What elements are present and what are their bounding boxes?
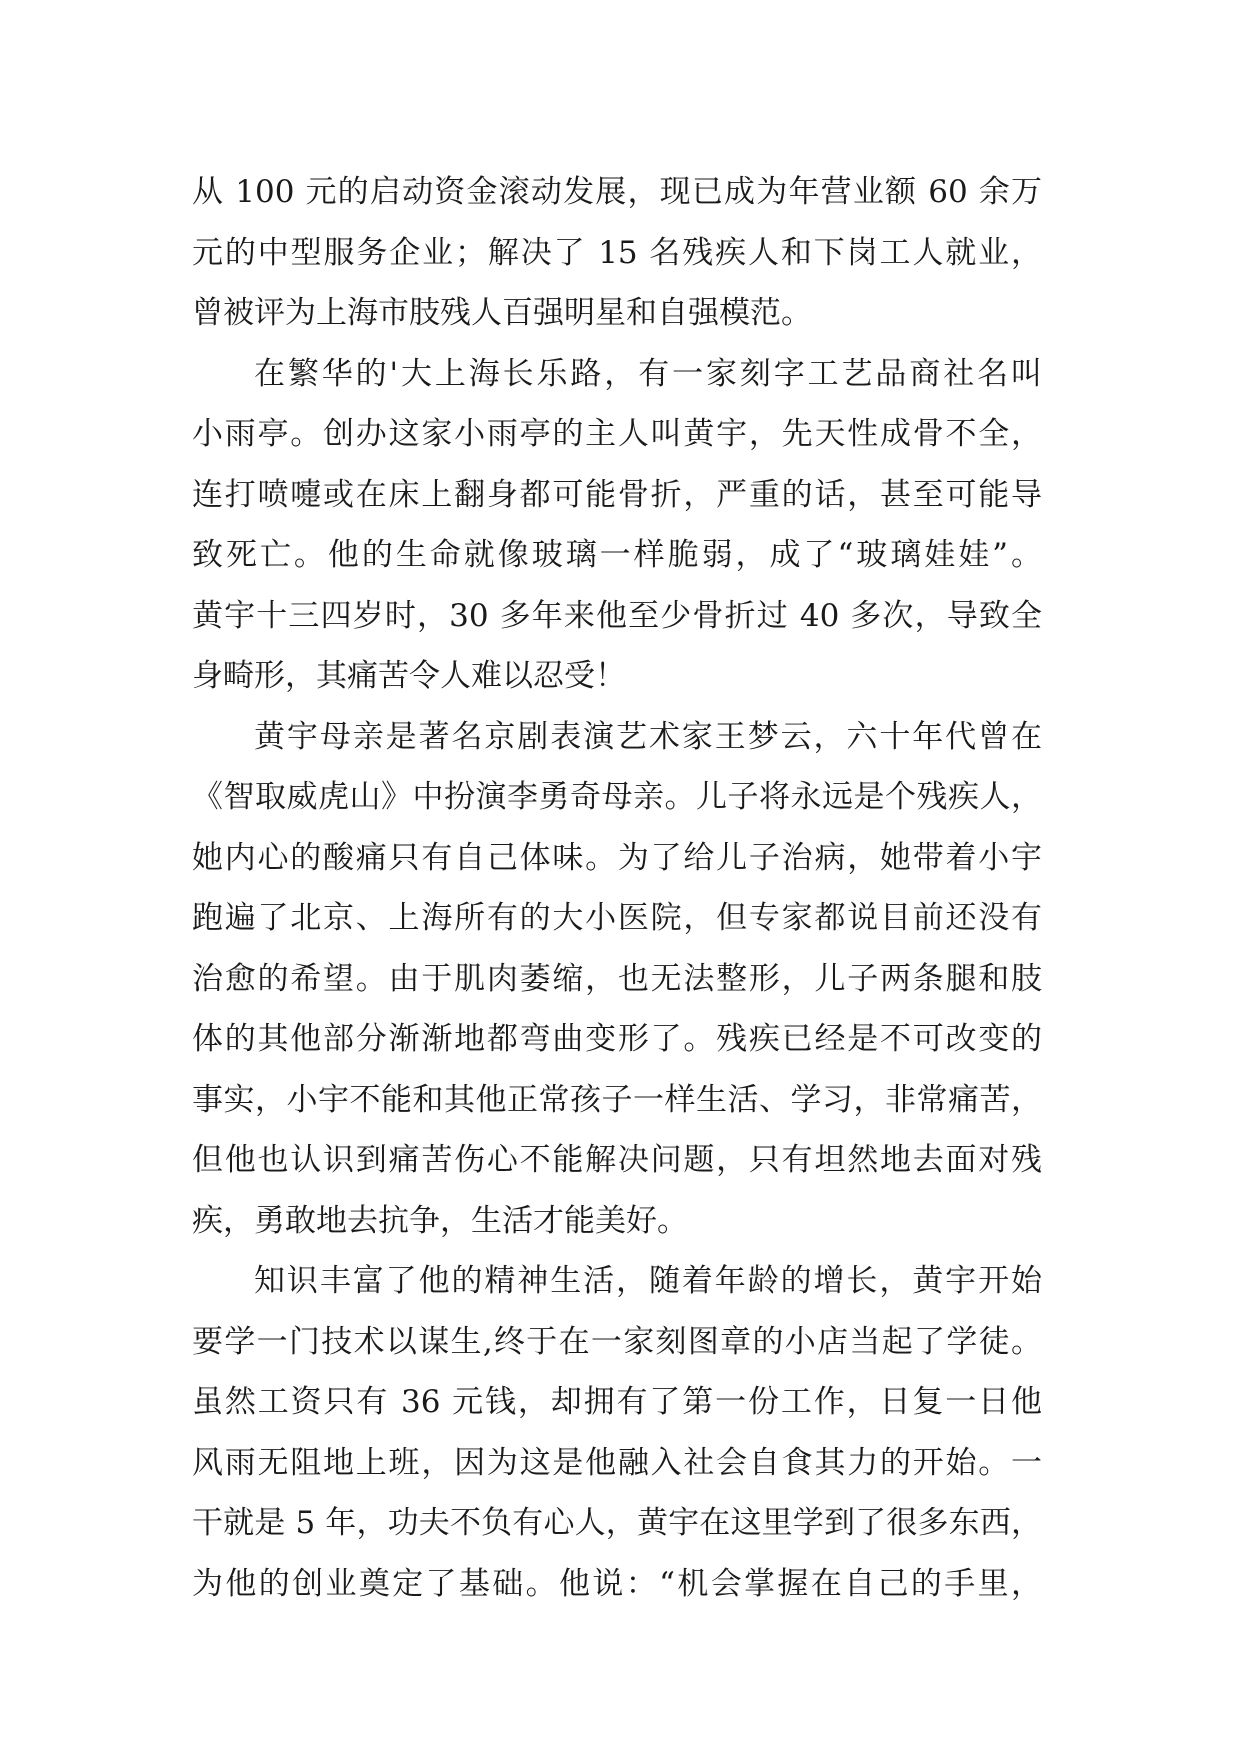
text-line: 她内心的酸痛只有自己体味。为了给儿子治病，她带着小宇 bbox=[192, 839, 1042, 876]
text-line: 治愈的希望。由于肌肉萎缩，也无法整形，儿子两条腿和肢 bbox=[192, 960, 1042, 997]
paragraph bbox=[192, 344, 1042, 707]
text-line: 风雨无阻地上班，因为这是他融入社会自食其力的开始。一 bbox=[192, 1444, 1042, 1481]
paragraph bbox=[192, 1251, 1042, 1614]
text-line: 在繁华的'大上海长乐路，有一家刻字工艺品商社名叫 bbox=[254, 355, 1042, 392]
text-line: 要学一门技术以谋生,终于在一家刻图章的小店当起了学徒。 bbox=[192, 1323, 1042, 1360]
text-line: 虽然工资只有 36 元钱，却拥有了第一份工作，日复一日他 bbox=[192, 1384, 1042, 1420]
text-line: 干就是 5 年，功夫不负有心人，黄宇在这里学到了很多东西， bbox=[192, 1505, 1042, 1541]
text-line: 为他的创业奠定了基础。他说：“机会掌握在自己的手里， bbox=[192, 1565, 1042, 1602]
text-line: 致死亡。他的生命就像玻璃一样脆弱，成了“玻璃娃娃”。 bbox=[192, 537, 1042, 573]
paragraph bbox=[192, 707, 1042, 1252]
text-line: 曾被评为上海市肢残人百强明星和自强模范。 bbox=[192, 295, 812, 331]
text-line: 小雨亭。创办这家小雨亭的主人叫黄宇，先天性成骨不全， bbox=[192, 416, 1042, 452]
text-line: 但他也认识到痛苦伤心不能解决问题，只有坦然地去面对残 bbox=[192, 1142, 1042, 1178]
text-line: 连打喷嚏或在床上翻身都可能骨折，严重的话，甚至可能导 bbox=[192, 476, 1042, 513]
paragraph bbox=[192, 162, 1042, 344]
text-line: 体的其他部分渐渐地都弯曲变形了。残疾已经是不可改变的 bbox=[192, 1021, 1042, 1057]
text-line: 元的中型服务企业；解决了 15 名残疾人和下岗工人就业， bbox=[192, 234, 1042, 271]
text-line: 《智取威虎山》中扮演李勇奇母亲。儿子将永远是个残疾人， bbox=[192, 779, 1042, 815]
text-line: 知识丰富了他的精神生活，随着年龄的增长，黄宇开始 bbox=[254, 1263, 1042, 1299]
text-line: 跑遍了北京、上海所有的大小医院，但专家都说目前还没有 bbox=[192, 900, 1042, 936]
text-line: 事实，小宇不能和其他正常孩子一样生活、学习，非常痛苦， bbox=[192, 1081, 1042, 1118]
text-line: 黄宇十三四岁时，30 多年来他至少骨折过 40 多次，导致全 bbox=[192, 597, 1042, 634]
text-line: 黄宇母亲是著名京剧表演艺术家王梦云，六十年代曾在 bbox=[254, 718, 1042, 755]
text-line: 从 100 元的启动资金滚动发展，现已成为年营业额 60 余万 bbox=[192, 174, 1042, 210]
text-line: 身畸形，其痛苦令人难以忍受！ bbox=[192, 658, 626, 694]
document-body bbox=[192, 162, 1042, 1614]
text-line: 疾，勇敢地去抗争，生活才能美好。 bbox=[192, 1202, 688, 1239]
